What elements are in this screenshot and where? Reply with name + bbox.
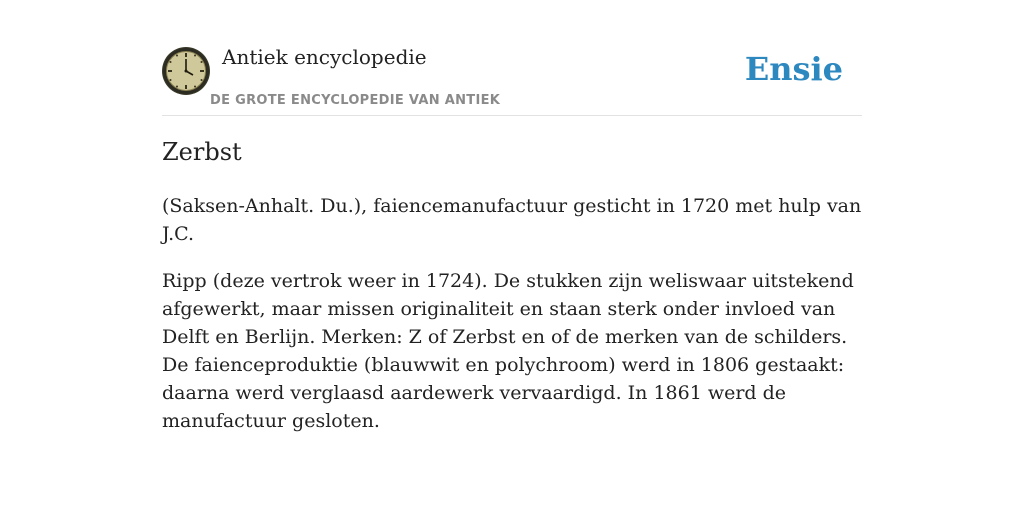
entry-paragraph: Ripp (deze vertrok weer in 1724). De stukken zijn weliswaar uitstekend afgewerkt, maar missen originaliteit en staan sterk onder invloed van Delft en Berlijn. Merken: Z of Zerbst en of de merken van de schilders. De faienceproduktie (blauwwit en polychroom) werd in 1806 gestaakt: daarna werd verglaasd aardewerk vervaardigd. In 1861 werd de manufactuur gesloten.	[162, 270, 854, 432]
entry-body	[162, 192, 862, 435]
entry-title: Zerbst	[162, 138, 242, 166]
header-divider	[162, 115, 862, 116]
brand-logo[interactable]: Ensie	[744, 50, 843, 88]
site-title[interactable]: Antiek encyclopedie	[222, 45, 427, 69]
clock-icon[interactable]	[162, 47, 210, 95]
entry-paragraph: (Saksen-Anhalt. Du.), faiencemanufactuur gesticht in 1720 met hulp van J.C.	[162, 195, 862, 245]
site-tagline: DE GROTE ENCYCLOPEDIE VAN ANTIEK	[210, 93, 501, 108]
